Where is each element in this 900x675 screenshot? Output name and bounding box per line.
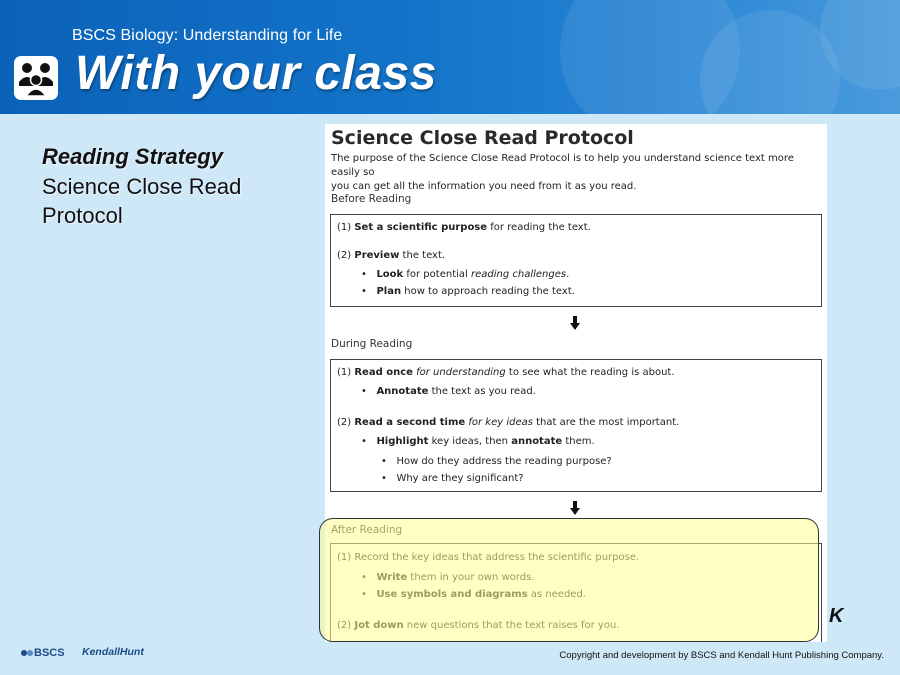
before-item-1: [337, 222, 591, 233]
bullet-icon: •: [361, 269, 377, 280]
document-title: Science Close Read Protocol: [331, 127, 634, 149]
bullet-icon: •: [361, 386, 377, 397]
bullet-text: key ideas, then: [428, 436, 512, 447]
reading-strategy: [42, 144, 312, 230]
item-italic: for understanding: [412, 367, 506, 378]
bullet-bold: Look: [376, 269, 404, 280]
header-banner: [0, 0, 900, 114]
purpose-line-2: you can get all the information you need from it as you read.: [331, 181, 637, 192]
during-subbullet-2: [381, 473, 524, 484]
item-number: (2): [337, 250, 352, 261]
bullet-end: them.: [562, 436, 595, 447]
strategy-heading: Reading Strategy: [42, 144, 223, 169]
subbullet-text: How do they address the reading purpose?: [396, 456, 612, 467]
item-text: to see what the reading is about.: [505, 367, 675, 378]
before-reading-label: Before Reading: [331, 193, 412, 205]
bullet-text: the text as you read.: [428, 386, 536, 397]
bscs-logo-text: BSCS: [34, 647, 65, 659]
item-number: (2): [337, 417, 352, 428]
item-number: (1): [337, 222, 352, 233]
item-bold: Read a second time: [354, 417, 466, 428]
item-text: for reading the text.: [487, 222, 591, 233]
before-reading-box: [330, 214, 822, 307]
bullet-end: .: [566, 269, 570, 280]
during-bullet-1: [361, 386, 536, 397]
bullet-italic: reading challenges: [470, 269, 567, 280]
bullet-icon: •: [361, 436, 377, 447]
bullet-bold: Annotate: [376, 386, 429, 397]
during-reading-box: [330, 359, 822, 492]
bullet-icon: •: [381, 473, 397, 484]
during-item-2: [337, 417, 679, 428]
bullet-bold-2: annotate: [511, 436, 563, 447]
strategy-name-line2: Protocol: [42, 203, 123, 228]
bullet-bold: Plan: [376, 286, 402, 297]
side-letter: K: [829, 605, 844, 627]
subbullet-text: Why are they significant?: [396, 473, 524, 484]
bullet-text: how to approach reading the text.: [401, 286, 575, 297]
item-italic: for key ideas: [465, 417, 533, 428]
class-group-icon: [14, 56, 58, 100]
bullet-icon: •: [381, 456, 397, 467]
after-reading-highlight: [319, 518, 819, 642]
down-arrow-icon: [570, 501, 580, 515]
item-text: that are the most important.: [532, 417, 680, 428]
item-bold: Preview: [354, 250, 400, 261]
bullet-text: for potential: [403, 269, 471, 280]
bscs-logo-icon: [20, 647, 34, 659]
bullet-icon: •: [361, 286, 377, 297]
purpose-line-1: The purpose of the Science Close Read Protocol is to help you understand science text more easily so: [331, 153, 794, 178]
document-purpose: [331, 152, 821, 194]
during-item-1: [337, 367, 675, 378]
item-bold: Read once: [354, 367, 413, 378]
down-arrow-icon: [570, 316, 580, 330]
copyright-text: Copyright and development by BSCS and Kendall Hunt Publishing Company.: [559, 650, 884, 661]
during-bullet-2: [361, 436, 595, 447]
item-bold: Set a scientific purpose: [354, 222, 488, 233]
during-subbullet-1: [381, 456, 612, 467]
page-title: With your class: [75, 47, 437, 100]
before-item-2: [337, 250, 445, 261]
bullet-bold: Highlight: [376, 436, 429, 447]
before-bullet-2: [361, 286, 575, 297]
item-number: (1): [337, 367, 352, 378]
strategy-name-line1: Science Close Read: [42, 174, 242, 199]
during-reading-label: During Reading: [331, 338, 413, 350]
before-bullet-1: [361, 269, 569, 280]
bscs-logo: [20, 646, 65, 660]
item-text: the text.: [399, 250, 446, 261]
kendall-hunt-logo: KendallHunt: [82, 646, 144, 658]
course-subtitle: BSCS Biology: Understanding for Life: [72, 27, 343, 44]
